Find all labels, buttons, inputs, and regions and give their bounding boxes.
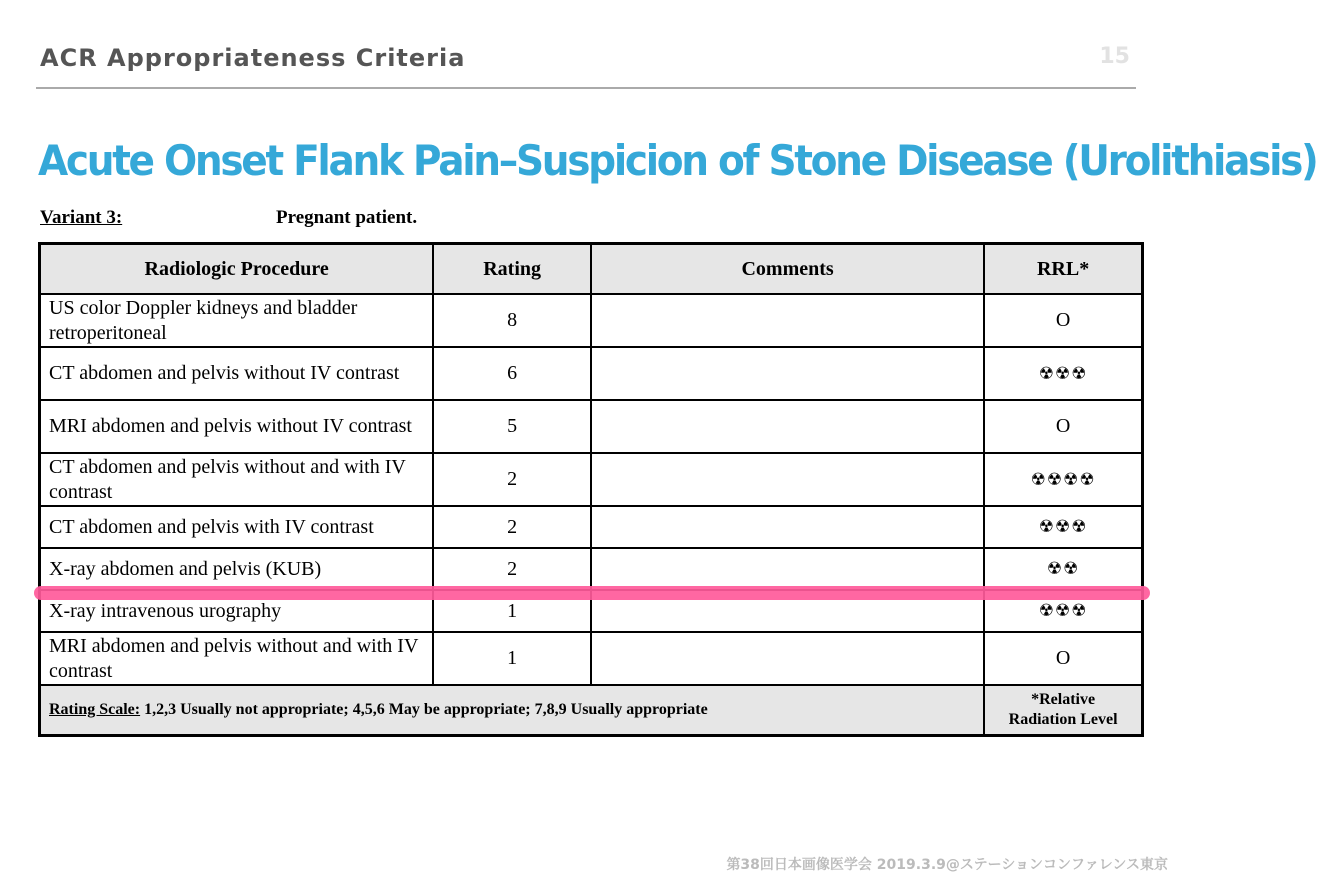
- page-number: 15: [1099, 44, 1130, 69]
- rrl-cell: ☢☢☢: [984, 347, 1142, 400]
- rating-scale-cell: [40, 685, 985, 736]
- rating-cell: 2: [433, 506, 591, 548]
- rating-cell: 2: [433, 453, 591, 506]
- highlight-strikethrough: [34, 586, 1150, 600]
- rrl-cell: ☢☢☢: [984, 506, 1142, 548]
- table-row: [40, 632, 1143, 685]
- slide-title: Acute Onset Flank Pain–Suspicion of Stone Disease (Urolithiasis): [38, 136, 1317, 185]
- appropriateness-table: [38, 242, 1144, 737]
- comments-cell: [591, 548, 984, 590]
- rrl-cell: O: [984, 400, 1142, 453]
- table-header-row: [40, 244, 1143, 295]
- rrl-cell: ☢☢☢: [984, 590, 1142, 632]
- procedure-cell: MRI abdomen and pelvis without and with IV contrast: [40, 632, 434, 685]
- rrl-cell: O: [984, 294, 1142, 347]
- variant-label: Variant 3:: [40, 207, 123, 228]
- comments-cell: [591, 506, 984, 548]
- header-title: ACR Appropriateness Criteria: [40, 44, 466, 72]
- comments-cell: [591, 347, 984, 400]
- rrl-cell: O: [984, 632, 1142, 685]
- table-row: [40, 347, 1143, 400]
- variant-description: Pregnant patient.: [276, 207, 418, 228]
- comments-cell: [591, 400, 984, 453]
- table-row: [40, 506, 1143, 548]
- procedure-cell: US color Doppler kidneys and bladder retroperitoneal: [40, 294, 434, 347]
- procedure-cell: MRI abdomen and pelvis without IV contrast: [40, 400, 434, 453]
- rrl-legend-cell: [984, 685, 1142, 736]
- header-divider: [36, 87, 1136, 89]
- column-header-rating: Rating: [433, 244, 591, 295]
- rrl-legend-line2: Radiation Level: [1008, 711, 1118, 728]
- comments-cell: [591, 453, 984, 506]
- rating-scale-label: Rating Scale:: [49, 701, 141, 718]
- rating-cell: 5: [433, 400, 591, 453]
- table-row: [40, 400, 1143, 453]
- comments-cell: [591, 294, 984, 347]
- column-header-comments: Comments: [591, 244, 984, 295]
- column-header-procedure: Radiologic Procedure: [40, 244, 434, 295]
- rating-scale-row: [40, 685, 1143, 736]
- procedure-cell: CT abdomen and pelvis with IV contrast: [40, 506, 434, 548]
- rating-cell: 8: [433, 294, 591, 347]
- rrl-cell: ☢☢: [984, 548, 1142, 590]
- rrl-cell: ☢☢☢☢: [984, 453, 1142, 506]
- procedure-cell: CT abdomen and pelvis without and with IV contrast: [40, 453, 434, 506]
- procedure-cell: CT abdomen and pelvis without IV contrast: [40, 347, 434, 400]
- procedure-cell: X-ray abdomen and pelvis (KUB): [40, 548, 434, 590]
- procedure-cell: X-ray intravenous urography: [40, 590, 434, 632]
- rating-scale-text: 1,2,3 Usually not appropriate; 4,5,6 May be appropriate; 7,8,9 Usually appropriate: [140, 701, 708, 718]
- rating-cell: 1: [433, 632, 591, 685]
- table-row: [40, 294, 1143, 347]
- rating-cell: 1: [433, 590, 591, 632]
- column-header-rrl: RRL*: [984, 244, 1142, 295]
- footer-credit: 第38回日本画像医学会 2019.3.9@ステーションコンファレンス東京: [726, 857, 1168, 873]
- rrl-legend-line1: *Relative: [1031, 691, 1096, 708]
- table-row: [40, 453, 1143, 506]
- rating-cell: 2: [433, 548, 591, 590]
- comments-cell: [591, 632, 984, 685]
- rating-cell: 6: [433, 347, 591, 400]
- table-row: [40, 548, 1143, 590]
